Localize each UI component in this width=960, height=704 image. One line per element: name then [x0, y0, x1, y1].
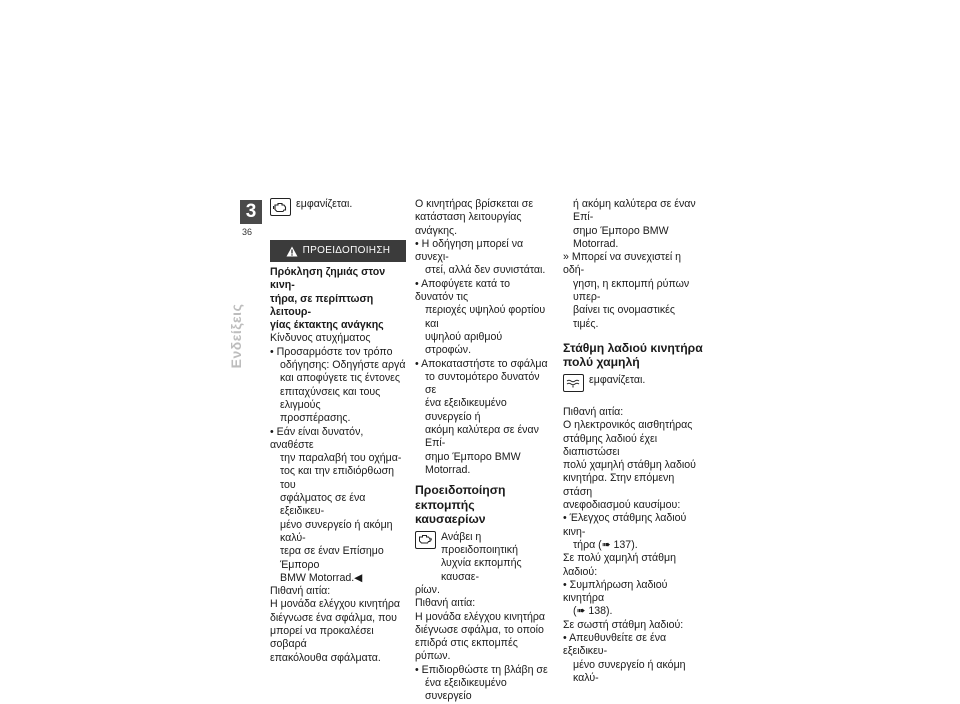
too-low-label: Σε πολύ χαμηλή στάθμη λαδιού:	[563, 552, 676, 578]
oil-icon-row	[563, 374, 703, 392]
text-line: Εάν είναι δυνατόν, αναθέστε	[270, 425, 364, 451]
engine-check-icon	[270, 198, 291, 216]
warning-bullet-1	[270, 346, 406, 426]
text-line: τερα σε έναν Επίσημο Έμπορο	[280, 545, 384, 571]
result-arrow: »	[563, 251, 572, 264]
bullet-mark: •	[415, 357, 422, 370]
bullet-mark: •	[270, 425, 277, 438]
warning-heading-line: Πρόκληση ζημιάς στον κινη-	[270, 266, 386, 292]
text-line: κατάσταση λειτουργίας ανάγκης.	[415, 211, 522, 237]
text-line: Συμπλήρωση λαδιού κινητήρα	[563, 578, 668, 605]
text-line: σημο Έμπορο BMW Motorrad.	[425, 450, 521, 476]
warning-bar	[270, 240, 406, 262]
bullet-mark: •	[415, 277, 422, 290]
text-line: BMW Motorrad.◀	[280, 571, 363, 584]
text-line: ή ακόμη καλύτερα σε έναν Επί-	[573, 198, 696, 224]
text-line: ένα εξειδικευμένο συνεργείο	[425, 677, 507, 703]
bullet-mark: •	[563, 512, 570, 525]
bullet-mark: •	[563, 578, 570, 591]
text-line: σημο Έμπορο BMW Motorrad.	[573, 224, 669, 250]
text-line: προσπέρασης.	[280, 412, 351, 425]
heading-line: Προειδοποίηση εκπομπής	[415, 483, 506, 512]
warning-heading-line: τήρα, σε περίπτωση λειτουρ-	[270, 292, 374, 318]
text-line: επιδρά στις εκπομπές ρύπων.	[415, 637, 518, 663]
text-line: Αποφύγετε κατά το δυνατόν τις	[415, 277, 511, 304]
text-line: βαίνει τις ονομαστικές τιμές.	[573, 304, 675, 330]
column-2	[415, 198, 551, 704]
emissions-warning-icon	[415, 531, 436, 549]
text-line: στάθμης λαδιού έχει διαπιστώσει	[563, 432, 658, 458]
column-3	[563, 198, 703, 685]
text-line: λυχνία εκπομπής καυσαε-	[441, 557, 522, 583]
text-line: περιοχές υψηλού φορτίου και	[425, 304, 546, 330]
correct-level-label: Σε σωστή στάθμη λαδιού:	[563, 618, 684, 631]
text-line: υψηλού αριθμού στροφών.	[425, 330, 503, 357]
emissions-icon-row	[415, 531, 551, 584]
chapter-title-vertical: Ενδείξεις	[228, 303, 244, 369]
text-line: το συντομότερο δυνατόν σε	[425, 370, 540, 397]
text-line: σφάλματος σε ένα εξειδικευ-	[280, 492, 366, 518]
warning-label: ΠΡΟΕΙΔΟΠΟΙΗΣΗ	[302, 245, 391, 257]
text-line: (➠ 138).	[573, 605, 613, 618]
section-heading-emissions	[415, 483, 551, 527]
text-line: την παραλαβή του οχήμα-	[280, 452, 402, 465]
bullet-mark: •	[415, 237, 422, 250]
warning-heading	[270, 266, 406, 332]
heading-line: πολύ χαμηλή	[563, 355, 640, 370]
text-line: και αποφύγετε τις έντονες	[280, 372, 400, 385]
text-line: μένο συνεργείο ή ακόμη καλύ-	[573, 658, 686, 684]
text-line: τήρα (➠ 137).	[573, 538, 638, 551]
text-line: μένο συνεργείο ή ακόμη καλύ-	[280, 518, 393, 544]
text-line: ρίων.	[415, 583, 440, 596]
text-line: Προσαρμόστε τον τρόπο	[276, 345, 393, 358]
text-line: επακόλουθα σφάλματα.	[270, 651, 381, 664]
text-line: Ο κινητήρας βρίσκεται σε	[415, 198, 534, 210]
text-line: μπορεί να προκαλέσει σοβαρά	[270, 625, 374, 651]
text-line: πολύ χαμηλή στάθμη λαδιού	[563, 459, 696, 472]
oil-level-icon	[563, 374, 584, 392]
text-line: Απευθυνθείτε σε ένα εξειδικευ-	[563, 632, 667, 658]
text-line: Η μονάδα ελέγχου κινητήρα	[270, 598, 400, 611]
heading-line: καυσαερίων	[415, 512, 486, 527]
heading-line: Στάθμη λαδιού κινητήρα	[563, 340, 703, 355]
text-line: ακόμη καλύτερα σε έναν Επί-	[425, 424, 539, 450]
text-line: Έλεγχος στάθμης λαδιού κινη-	[563, 512, 687, 538]
text-line: Ο ηλεκτρονικός αισθητήρας	[563, 419, 693, 432]
text-line: γηση, η εκπομπή ρύπων υπερ-	[573, 277, 690, 304]
page-number: 36	[242, 227, 253, 237]
text-line: ένα εξειδικευμένο συνεργείο ή	[425, 397, 507, 423]
text-line: Ανάβει η προειδοποιητική	[441, 530, 518, 557]
emissions-icon-text	[441, 531, 551, 584]
warning-risk: Κίνδυνος ατυχήματος	[270, 332, 371, 345]
bullet-mark: •	[270, 345, 277, 358]
text-line: διέγνωσε ένα σφάλμα, που	[270, 611, 397, 624]
text-line: κινητήρα. Στην επόμενη στάση	[563, 472, 675, 498]
oil-icon-text: εμφανίζεται.	[589, 373, 646, 386]
text-line: Μπορεί να συνεχιστεί η οδή-	[563, 251, 682, 277]
bullet-mark: •	[563, 632, 570, 645]
text-line: οδήγησης: Οδηγήστε αργά	[280, 359, 406, 372]
engine-icon-text: εμφανίζεται.	[296, 198, 353, 210]
cause-label: Πιθανή αιτία:	[415, 597, 476, 610]
chapter-number-badge: 3	[240, 200, 262, 224]
cause-label: Πιθανή αιτία:	[563, 405, 624, 418]
engine-icon-row	[270, 198, 406, 216]
section-heading-oil-level	[563, 341, 703, 370]
warning-heading-line: γίας έκτακτης ανάγκης	[270, 319, 384, 332]
text-line: Η οδήγηση μπορεί να συνεχι-	[415, 237, 524, 264]
text-line: επιταχύνσεις και τους ελιγμούς	[280, 385, 381, 411]
bullet-mark: •	[415, 663, 422, 676]
text-line: στεί, αλλά δεν συνιστάται.	[425, 264, 546, 277]
text-line: τος και την επιδιόρθωση του	[280, 465, 395, 491]
warning-triangle-icon	[286, 246, 298, 257]
text-line: Αποκαταστήστε το σφάλμα	[421, 357, 548, 370]
text-line: Η μονάδα ελέγχου κινητήρα	[415, 610, 545, 623]
column-1	[270, 198, 406, 665]
warning-bullet-2	[270, 426, 406, 586]
text-line: Επιδιορθώστε τη βλάβη σε	[421, 663, 548, 676]
text-line: ανεφοδιασμού καυσίμου:	[563, 499, 681, 512]
text-line: διέγνωσε σφάλμα, το οποίο	[415, 623, 544, 636]
cause-label: Πιθανή αιτία:	[270, 585, 331, 598]
